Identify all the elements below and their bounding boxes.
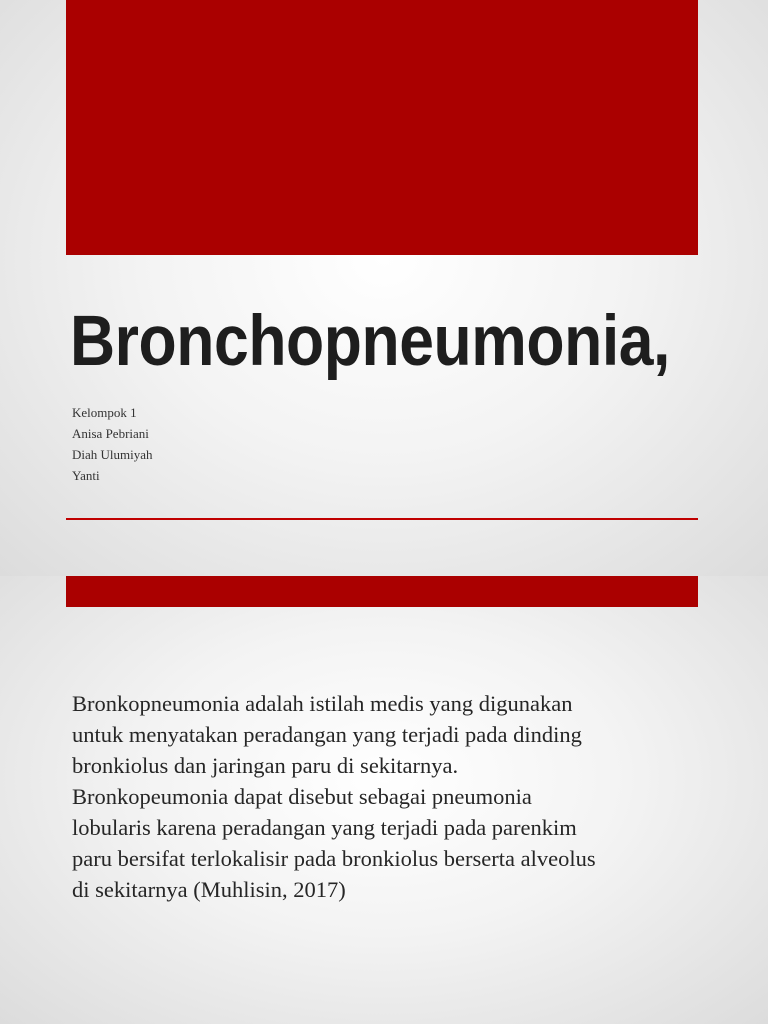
subtitle-line: Anisa Pebriani: [72, 426, 149, 441]
body-line: Bronkopeumonia dapat disebut sebagai pneumonia: [72, 784, 532, 809]
content-slide-red-bar: [66, 576, 698, 607]
body-line: untuk menyatakan peradangan yang terjadi pada dinding: [72, 722, 582, 747]
title-slide-red-banner: [66, 0, 698, 255]
body-line: paru bersifat terlokalisir pada bronkiolus berserta alveolus: [72, 846, 596, 871]
subtitle-line: Kelompok 1: [72, 405, 137, 420]
body-line: lobularis karena peradangan yang terjadi pada parenkim: [72, 815, 577, 840]
subtitle-line: Diah Ulumiyah: [72, 447, 153, 462]
subtitle-list: [72, 402, 153, 486]
body-paragraph: [72, 688, 692, 905]
slide-title: Bronchopneumonia,: [70, 302, 670, 381]
title-divider: [66, 518, 698, 520]
content-slide: [0, 576, 768, 1024]
body-line: bronkiolus dan jaringan paru di sekitarnya.: [72, 753, 459, 778]
body-line: di sekitarnya (Muhlisin, 2017): [72, 877, 346, 902]
subtitle-line: Yanti: [72, 468, 100, 483]
body-line: Bronkopneumonia adalah istilah medis yang digunakan: [72, 691, 573, 716]
